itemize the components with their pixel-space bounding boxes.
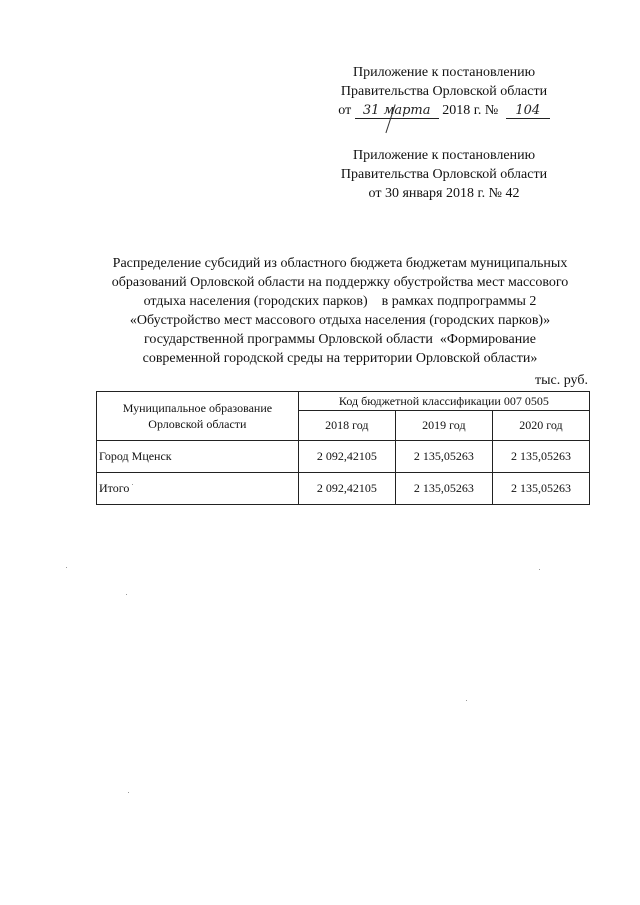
annex-previous-line2: Правительства Орловской области	[340, 167, 548, 182]
annex-current-line2: Правительства Орловской области	[340, 84, 548, 99]
row-value: 2 092,42105	[298, 473, 395, 505]
handwritten-date: 31 марта	[355, 104, 439, 119]
scan-speck	[126, 594, 127, 595]
title-line: образований Орловской области на поддержку обустройства мест массового	[111, 275, 569, 290]
year-header: 2020 год	[492, 411, 589, 441]
annex-previous-line1: Приложение к постановлению	[352, 148, 536, 163]
scan-speck	[132, 484, 133, 485]
title-line: Распределение субсидий из областного бюджета бюджетам муниципальных	[112, 256, 568, 271]
annex-previous-header	[300, 146, 588, 203]
row-name: Итого	[97, 473, 299, 505]
title-line: современной городской среды на территории Орловской области»	[142, 351, 538, 366]
subsidy-table	[96, 391, 590, 505]
scan-speck	[539, 569, 540, 570]
date-year: 2018 г. №	[442, 103, 499, 118]
annex-previous-line3: от 30 января 2018 г. № 42	[368, 186, 520, 201]
date-prefix: от	[338, 103, 352, 118]
title-line: «Обустройство мест массового отдыха населения (городских парков)»	[129, 313, 551, 328]
document-title	[88, 254, 592, 368]
scan-speck	[66, 567, 67, 568]
table-row	[97, 473, 590, 505]
row-value: 2 135,05263	[395, 473, 492, 505]
row-name: Город Мценск	[97, 441, 299, 473]
table-header-row	[97, 392, 590, 411]
col-municipality-line2: Орловской области	[148, 417, 247, 431]
handwritten-number: 104	[506, 104, 550, 119]
row-value: 2 092,42105	[298, 441, 395, 473]
col-municipality-header	[97, 392, 299, 441]
budget-code-header: Код бюджетной классификации 007 0505	[298, 392, 589, 411]
annex-current-header	[300, 63, 588, 120]
units-label: тыс. руб.	[535, 373, 588, 388]
year-header: 2018 год	[298, 411, 395, 441]
table-row	[97, 441, 590, 473]
scan-speck	[466, 700, 467, 701]
row-value: 2 135,05263	[395, 441, 492, 473]
scan-speck	[128, 792, 129, 793]
row-value: 2 135,05263	[492, 473, 589, 505]
annex-current-date-line	[300, 101, 588, 120]
annex-current-line1: Приложение к постановлению	[352, 65, 536, 80]
col-municipality-line1: Муниципальное образование	[122, 401, 273, 415]
year-header: 2019 год	[395, 411, 492, 441]
title-line: государственной программы Орловской области «Формирование	[144, 332, 536, 347]
title-line: отдыха населения (городских парков) в рамках подпрограммы 2	[143, 294, 537, 309]
row-value: 2 135,05263	[492, 441, 589, 473]
